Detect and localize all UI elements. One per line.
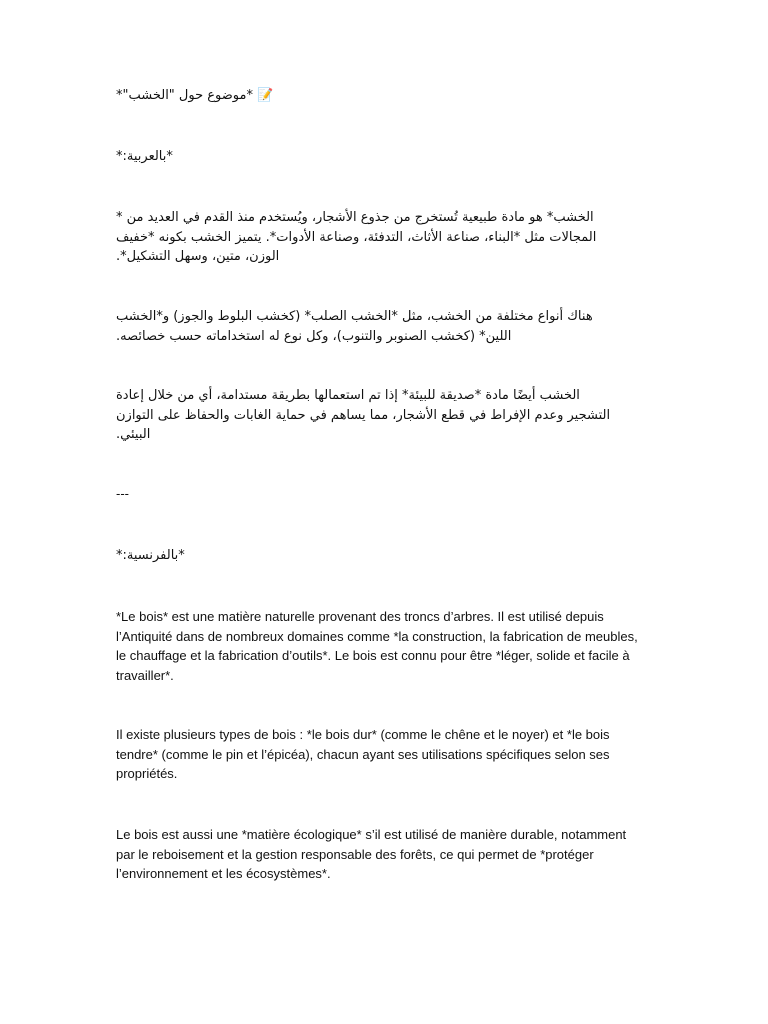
paragraph-line: البيئي. [116, 427, 151, 442]
paragraph-line: par le reboisement et la gestion responsable des forêts, ce qui permet de *protéger [116, 846, 594, 862]
paragraph-line: le chauffage et la fabrication d’outils*. Le bois est connu pour être *léger, solide et facile à [116, 648, 630, 664]
french-paragraph-3 [116, 825, 656, 884]
paragraph-line: *Le bois* est une matière naturelle provenant des troncs d’arbres. Il est utilisé depuis [116, 609, 604, 624]
paragraph-line: l’Antiquité dans de nombreux domaines comme *la construction, la fabrication de meubles, [116, 628, 638, 644]
paragraph-line: travailler*. [116, 667, 174, 683]
french-heading-line: *بالفرنسية:* [116, 548, 185, 563]
arabic-paragraph-1 [116, 208, 656, 267]
paragraph-line: هناك أنواع مختلفة من الخشب، مثل *الخشب الصلب* (كخشب البلوط والجوز) و*الخشب [116, 309, 593, 324]
paragraph-line: Il existe plusieurs types de bois : *le bois dur* (comme le chêne et le noyer) et *le bois [116, 727, 610, 742]
document-title [116, 86, 656, 106]
paragraph-line: l’environnement et les écosystèmes*. [116, 866, 331, 882]
paragraph-line: الخشب* هو مادة طبيعية تُستخرج من جذوع الأشجار، ويُستخدم منذ القدم في العديد من * [116, 210, 594, 225]
paragraph-line: المجالات مثل *البناء، صناعة الأثاث، التدفئة، وصناعة الأدوات*. يتميز الخشب بكونه *خفيف [116, 229, 597, 245]
paragraph-line: propriétés. [116, 766, 178, 782]
arabic-paragraph-2 [116, 307, 656, 346]
paragraph-line: الخشب أيضًا مادة *صديقة للبيئة* إذا تم استعمالها بطريقة مستدامة، أي من خلال إعادة [116, 388, 580, 403]
arabic-heading-line: *بالعربية:* [116, 149, 173, 164]
french-paragraph-2 [116, 725, 656, 784]
separator-line: --- [116, 486, 129, 501]
french-section-heading [116, 546, 656, 566]
paragraph-line: Le bois est aussi une *matière écologique* s’il est utilisé de manière durable, notamment [116, 827, 627, 842]
section-separator [116, 484, 656, 504]
paragraph-line: الوزن، متين، وسهل التشكيل*. [116, 249, 280, 264]
paragraph-line: tendre* (comme le pin et l’épicéa), chacun ayant ses utilisations spécifiques selon ses [116, 746, 610, 762]
french-paragraph-1 [116, 607, 656, 685]
arabic-paragraph-3 [116, 386, 656, 445]
title-line: 📝 *موضوع حول "الخشب"* [116, 88, 274, 103]
arabic-section-heading [116, 147, 656, 167]
paragraph-line: التشجير وعدم الإفراط في قطع الأشجار، مما يساهم في حماية الغابات والحفاظ على التوازن [116, 407, 611, 423]
paragraph-line: اللين* (كخشب الصنوبر والتنوب)، وكل نوع له استخداماته حسب خصائصه. [116, 328, 512, 344]
